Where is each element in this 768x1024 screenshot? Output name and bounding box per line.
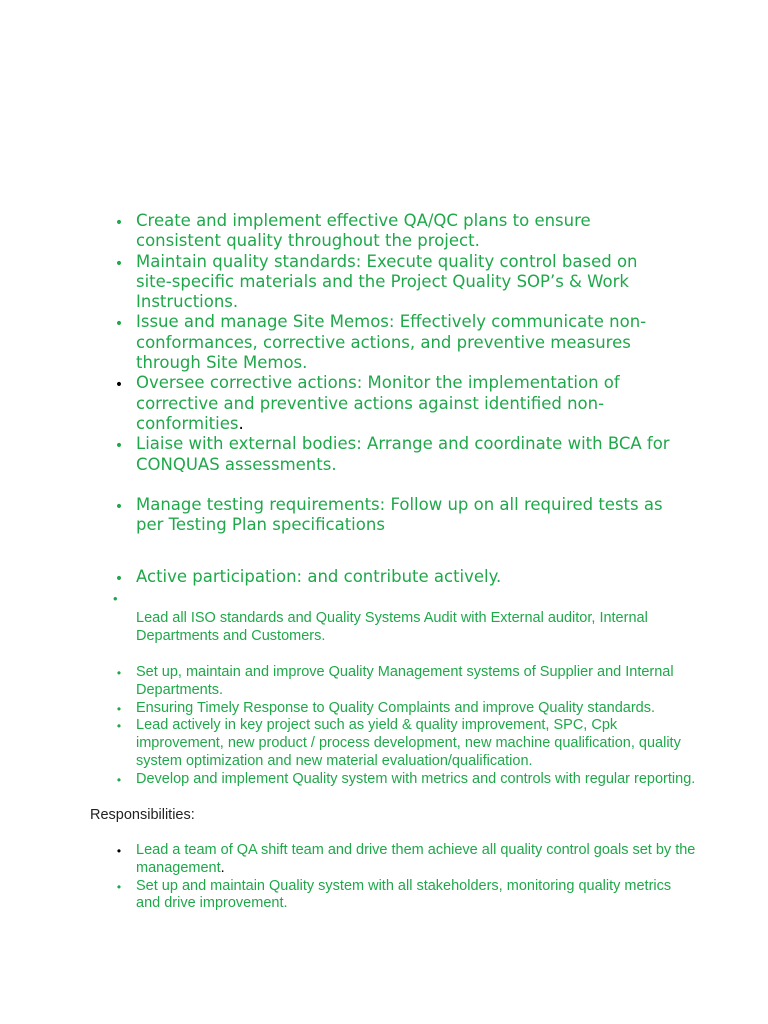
list-item <box>116 877 696 914</box>
bullet-icon: • <box>114 316 124 333</box>
list-item-text: Develop and implement Quality system with metrics and controls with regular reporting. <box>136 770 696 787</box>
list-item <box>116 842 696 878</box>
bullet-icon: • <box>116 701 122 716</box>
list-item-text: Set up and maintain Quality system with all stakeholders, monitoring quality metrics and drive improvement. <box>136 877 672 912</box>
list-item-text: Liaise with external bodies: Arrange and coordinate with BCA for CONQUAS assessments. <box>136 434 670 474</box>
list-item <box>114 312 676 373</box>
duties-list <box>114 211 676 588</box>
list-item-text: Issue and manage Site Memos: Effectively communicate non-conformances, corrective actions, and preventive measures through Site Memos. <box>136 312 647 373</box>
list-item <box>114 567 676 588</box>
list-item <box>116 699 696 718</box>
bullet-icon: • <box>114 215 124 231</box>
bullet-icon: • <box>114 498 124 515</box>
list-item-text: Oversee corrective actions: Monitor the implementation of corrective and preventive actions against identified non-conformities <box>136 373 620 433</box>
list-item <box>116 664 696 700</box>
bullet-icon: • <box>114 377 124 394</box>
list-item-trailing-text: . <box>238 413 244 433</box>
bullet-icon: • <box>114 571 124 588</box>
quality-systems-list <box>116 664 696 789</box>
list-item-text: Active participation: and contribute actively. <box>136 567 502 587</box>
empty-bullet-icon: • <box>113 591 118 606</box>
responsibilities-heading: Responsibilities: <box>90 807 195 823</box>
bullet-icon: • <box>114 255 124 272</box>
iso-audit-paragraph: Lead all ISO standards and Quality Systems Audit with External auditor, Internal Departments and Customers. <box>136 610 648 644</box>
list-item-text: Ensuring Timely Response to Quality Complaints and improve Quality standards. <box>136 699 656 716</box>
bullet-icon: • <box>116 772 122 787</box>
bullet-icon: • <box>116 844 122 858</box>
list-item-trailing-text: . <box>220 859 225 876</box>
list-item-text: Manage testing requirements: Follow up on all required tests as per Testing Plan specifications <box>136 494 663 535</box>
list-item <box>114 373 676 434</box>
list-item <box>114 251 676 313</box>
list-item <box>114 434 676 475</box>
bullet-icon: • <box>114 438 124 455</box>
list-item <box>114 494 676 536</box>
bullet-icon: • <box>116 666 122 680</box>
list-item-text: Create and implement effective QA/QC plans to ensure consistent quality throughout the project. <box>136 211 591 251</box>
list-item-text: Maintain quality standards: Execute quality control based on site-specific materials and the Project Quality SOP’s & Work Instructions. <box>136 251 638 312</box>
responsibilities-list <box>116 842 696 913</box>
list-item <box>114 211 676 252</box>
list-item-text: Lead a team of QA shift team and drive them achieve all quality control goals set by the management <box>136 842 696 876</box>
bullet-icon: • <box>116 719 122 734</box>
list-item <box>116 770 696 789</box>
list-item-text: Lead actively in key project such as yield & quality improvement, SPC, Cpk improvement, new product / process development, new machine qualification, quality system optimization and new material evaluation/qualification. <box>136 717 681 769</box>
bullet-icon: • <box>116 879 122 894</box>
list-item-text: Set up, maintain and improve Quality Management systems of Supplier and Internal Departments. <box>136 664 674 698</box>
list-item <box>116 717 696 770</box>
